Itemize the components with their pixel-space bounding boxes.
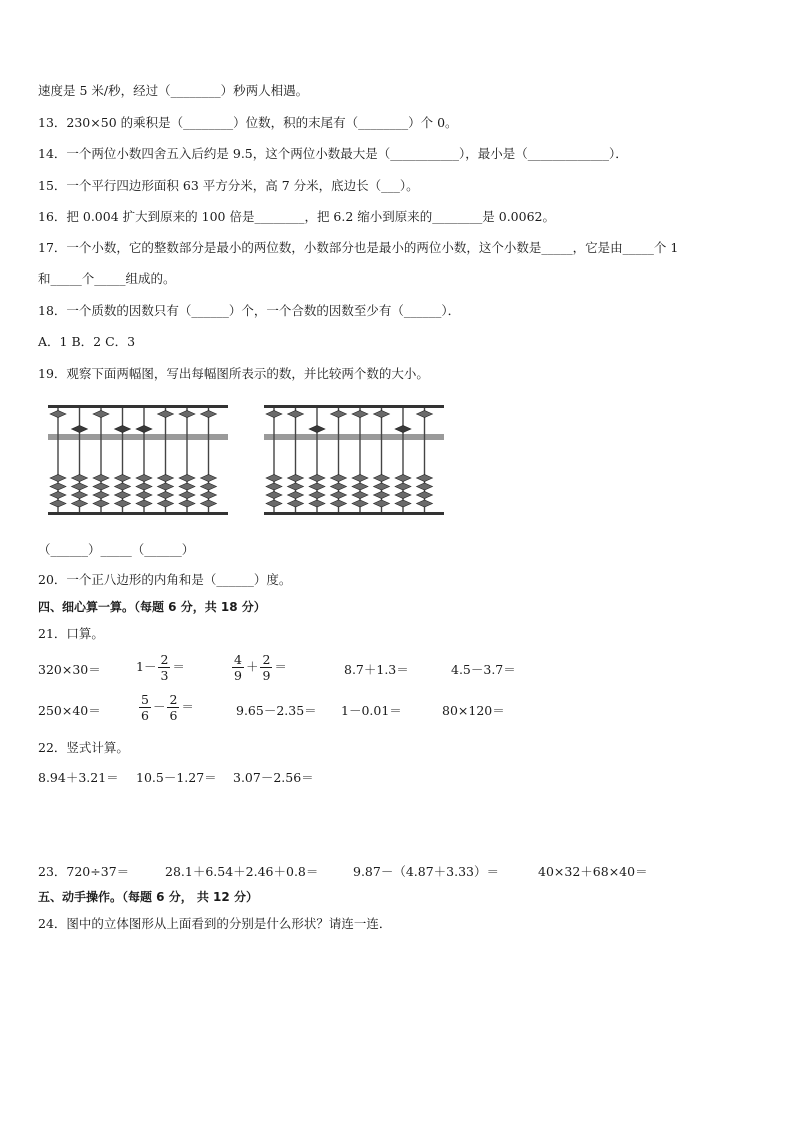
abacus-bead bbox=[417, 475, 433, 482]
abacus-bead bbox=[136, 483, 152, 490]
vertical-c2: 10.5－1.27＝ bbox=[136, 770, 217, 785]
question-16: 16．把 0.004 扩大到原来的 100 倍是________，把 6.2 缩小到原来的________是 0.0062。 bbox=[38, 209, 555, 224]
abacus-bead bbox=[201, 492, 217, 499]
oral-r2c3: 9.65－2.35＝ bbox=[236, 703, 317, 718]
abacus-bead bbox=[115, 426, 131, 433]
q23-c2: 28.1＋6.54＋2.46＋0.8＝ bbox=[165, 864, 319, 879]
abacus-bead bbox=[266, 483, 282, 490]
abacus-bead bbox=[136, 426, 152, 433]
abacus-bead bbox=[158, 492, 174, 499]
question-22: 22．竖式计算。 bbox=[38, 740, 129, 755]
abacus-bead bbox=[136, 475, 152, 482]
abacus-bead bbox=[72, 500, 88, 507]
question-18: 18．一个质数的因数只有（______）个，一个合数的因数至少有（______）． bbox=[38, 303, 461, 318]
question-18-options: A．1 B．2 C．3 bbox=[38, 334, 136, 349]
abacus-image-left bbox=[46, 403, 232, 517]
abacus-bead bbox=[395, 500, 411, 507]
abacus-bead bbox=[201, 500, 217, 507]
abacus-bead bbox=[72, 483, 88, 490]
abacus-bead bbox=[115, 500, 131, 507]
abacus-bead bbox=[115, 483, 131, 490]
question-17-line2: 和_____个_____组成的。 bbox=[38, 271, 176, 286]
abacus-bead bbox=[266, 475, 282, 482]
abacus-bead bbox=[374, 411, 390, 418]
oral-r1c4: 8.7＋1.3＝ bbox=[344, 662, 409, 677]
abacus-bead bbox=[352, 500, 368, 507]
abacus-bead bbox=[179, 483, 195, 490]
abacus-bead bbox=[288, 475, 304, 482]
abacus-bead bbox=[50, 475, 66, 482]
abacus-bead bbox=[158, 475, 174, 482]
abacus-bead bbox=[93, 500, 109, 507]
abacus-bead bbox=[331, 411, 347, 418]
question-19-answer: （______）_____（______） bbox=[38, 542, 195, 557]
abacus-bead bbox=[309, 475, 325, 482]
vertical-c1: 8.94＋3.21＝ bbox=[38, 770, 119, 785]
q23-c3: 9.87－（4.87＋3.33）＝ bbox=[353, 864, 499, 879]
abacus-bead bbox=[266, 411, 282, 418]
abacus-bead bbox=[72, 492, 88, 499]
abacus-bead bbox=[309, 483, 325, 490]
abacus-bead bbox=[93, 475, 109, 482]
oral-r2c5: 80×120＝ bbox=[442, 703, 505, 718]
abacus-frame-bottom bbox=[264, 512, 444, 515]
abacus-bead bbox=[93, 492, 109, 499]
abacus-bead bbox=[158, 483, 174, 490]
abacus-beam bbox=[48, 434, 228, 440]
abacus-frame-bottom bbox=[48, 512, 228, 515]
abacus-bead bbox=[179, 411, 195, 418]
abacus-bead bbox=[93, 411, 109, 418]
abacus-bead bbox=[395, 475, 411, 482]
oral-r2c2: $\frac{5}{6}$ － $\frac{2}{6}$ ＝ bbox=[141, 692, 194, 723]
abacus-bead bbox=[266, 492, 282, 499]
abacus-bead bbox=[201, 475, 217, 482]
question-24: 24．图中的立体图形从上面看到的分别是什么形状？请连一连． bbox=[38, 916, 392, 931]
abacus-bead bbox=[417, 411, 433, 418]
abacus-bead bbox=[395, 426, 411, 433]
abacus-bead bbox=[158, 500, 174, 507]
abacus-bead bbox=[72, 426, 88, 433]
abacus-bead bbox=[288, 492, 304, 499]
abacus-bead bbox=[136, 492, 152, 499]
abacus-bead bbox=[417, 500, 433, 507]
section-4-heading: 四、细心算一算。（每题 6 分，共 18 分） bbox=[38, 600, 266, 614]
abacus-image-right bbox=[262, 403, 448, 517]
question-23: 23．720÷37＝ bbox=[38, 864, 130, 879]
abacus-bead bbox=[50, 500, 66, 507]
abacus-bead bbox=[331, 483, 347, 490]
question-14: 14．一个两位小数四舍五入后约是 9.5，这个两位小数最大是（___________），最小是（_____________）． bbox=[38, 146, 628, 161]
abacus-bead bbox=[352, 411, 368, 418]
abacus-bead bbox=[331, 475, 347, 482]
abacus-bead bbox=[309, 492, 325, 499]
oral-r2c1: 250×40＝ bbox=[38, 703, 101, 718]
oral-r1c1: 320×30＝ bbox=[38, 662, 101, 677]
question-20: 20．一个正八边形的内角和是（______）度。 bbox=[38, 572, 292, 587]
q23-c4: 40×32＋68×40＝ bbox=[538, 864, 648, 879]
abacus-bead bbox=[309, 426, 325, 433]
line-speed: 速度是 5 米/秒，经过（________）秒两人相遇。 bbox=[38, 83, 309, 98]
abacus-bead bbox=[352, 475, 368, 482]
abacus-bead bbox=[374, 475, 390, 482]
abacus-bead bbox=[158, 411, 174, 418]
abacus-bead bbox=[179, 475, 195, 482]
abacus-bead bbox=[50, 492, 66, 499]
question-21: 21．口算。 bbox=[38, 626, 104, 641]
abacus-bead bbox=[417, 483, 433, 490]
abacus-bead bbox=[395, 483, 411, 490]
abacus-frame-top bbox=[264, 405, 444, 408]
abacus-bead bbox=[266, 500, 282, 507]
abacus-bead bbox=[331, 492, 347, 499]
oral-r2c4: 1－0.01＝ bbox=[341, 703, 402, 718]
abacus-bead bbox=[352, 492, 368, 499]
abacus-bead bbox=[136, 500, 152, 507]
question-13: 13．230×50 的乘积是（________）位数，积的末尾有（________）个 0。 bbox=[38, 115, 458, 130]
question-17-line1: 17．一个小数，它的整数部分是最小的两位数，小数部分也是最小的两位小数，这个小数是_____，它是由_____个 1 bbox=[38, 240, 679, 255]
abacus-bead bbox=[288, 411, 304, 418]
abacus-bead bbox=[374, 483, 390, 490]
abacus-bead bbox=[374, 500, 390, 507]
abacus-bead bbox=[352, 483, 368, 490]
abacus-beam bbox=[264, 434, 444, 440]
oral-r1c5: 4.5－3.7＝ bbox=[451, 662, 516, 677]
abacus-bead bbox=[115, 475, 131, 482]
oral-r1c2: 1－ $\frac{2}{3}$ ＝ bbox=[136, 652, 185, 683]
abacus-bead bbox=[72, 475, 88, 482]
vertical-c3: 3.07－2.56＝ bbox=[233, 770, 314, 785]
section-5-heading: 五、动手操作。（每题 6 分， 共 12 分） bbox=[38, 890, 258, 904]
question-19: 19．观察下面两幅图，写出每幅图所表示的数，并比较两个数的大小。 bbox=[38, 366, 429, 381]
oral-r1c3: $\frac{4}{9}$ ＋ $\frac{2}{9}$ ＝ bbox=[234, 652, 287, 683]
abacus-bead bbox=[179, 492, 195, 499]
abacus-bead bbox=[309, 500, 325, 507]
abacus-bead bbox=[201, 483, 217, 490]
abacus-bead bbox=[93, 483, 109, 490]
abacus-bead bbox=[288, 483, 304, 490]
abacus-frame-top bbox=[48, 405, 228, 408]
abacus-bead bbox=[331, 500, 347, 507]
abacus-bead bbox=[395, 492, 411, 499]
abacus-bead bbox=[179, 500, 195, 507]
abacus-bead bbox=[288, 500, 304, 507]
abacus-bead bbox=[201, 411, 217, 418]
abacus-bead bbox=[50, 411, 66, 418]
abacus-bead bbox=[417, 492, 433, 499]
abacus-bead bbox=[374, 492, 390, 499]
abacus-bead bbox=[50, 483, 66, 490]
question-15: 15．一个平行四边形面积 63 平方分米，高 7 分米，底边长（___）。 bbox=[38, 178, 419, 193]
abacus-bead bbox=[115, 492, 131, 499]
